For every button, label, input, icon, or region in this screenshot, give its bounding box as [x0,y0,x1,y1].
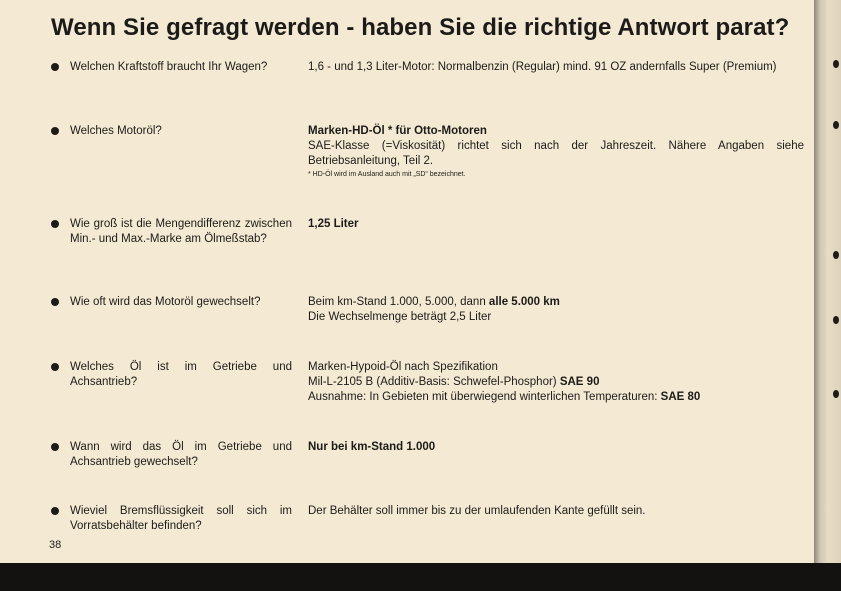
question-oil-change: Wie oft wird das Motoröl gewechselt? [70,296,261,308]
answer-brake-fluid [308,504,804,519]
question-gear-oil: Welches Öl ist im Getriebe und Achsantrieb? [70,361,292,388]
bullet-icon [833,60,839,68]
answer-footnote: * HD-Öl wird im Ausland auch mit „SD“ bezeichnet. [308,171,466,178]
answer-text: 1,6 - und 1,3 Liter-Motor: Normalbenzin (Regular) mind. 91 OZ andernfalls Super (Premium) [308,61,777,73]
answer-emphasis: SAE 80 [660,391,701,403]
answer-emphasis: SAE 90 [559,376,600,388]
bullet-icon [51,63,59,71]
answer-gear-oil-change [308,440,804,455]
bullet-icon [51,220,59,228]
answer-fuel [308,60,804,75]
question-oil-difference: Wie groß ist die Mengendifferenz zwischen Min.- und Max.-Marke am Ölmeßstab? [70,218,292,245]
bullet-icon [51,443,59,451]
bullet-icon [51,127,59,135]
question-gear-oil-change: Wann wird das Öl im Getriebe und Achsantrieb gewechselt? [70,441,292,468]
page-title: Wenn Sie gefragt werden - haben Sie die richtige Antwort parat? [51,14,790,41]
bullet-icon [51,507,59,515]
question-brake-fluid: Wieviel Bremsflüssigkeit soll sich im Vorratsbehälter befinden? [70,505,292,532]
answer-gear-oil [308,360,804,405]
answer-line [308,375,804,390]
scan-border [0,563,841,591]
bullet-icon [51,298,59,306]
answer-heading: 1,25 Liter [308,218,359,230]
answer-oil-change [308,295,804,325]
answer-line [308,390,804,405]
answer-text: Ausnahme: In Gebieten mit überwiegend winterlichen Temperaturen: [308,391,661,403]
bullet-icon [833,390,839,398]
question-fuel: Welchen Kraftstoff braucht Ihr Wagen? [70,61,268,73]
answer-heading: Nur bei km-Stand 1.000 [308,441,436,453]
answer-heading: Marken-HD-Öl * für Otto-Motoren [308,125,487,137]
answer-oil-difference [308,217,804,232]
answer-text: Beim km-Stand 1.000, 5.000, dann [308,296,489,308]
answer-engine-oil [308,124,804,181]
answer-text: SAE-Klasse (=Viskosität) richtet sich nach der Jahreszeit. Nähere Angaben siehe Betriebsanleitung, Teil 2. [308,140,804,167]
adjacent-page-edge [814,0,841,563]
answer-line [308,295,804,310]
bullet-icon [833,316,839,324]
page-number: 38 [49,539,62,551]
question-engine-oil: Welches Motoröl? [70,125,162,137]
bullet-icon [833,251,839,259]
answer-emphasis: alle 5.000 km [488,296,560,308]
answer-text: Der Behälter soll immer bis zu der umlaufenden Kante gefüllt sein. [308,505,646,517]
answer-text: Marken-Hypoid-Öl nach Spezifikation [308,361,498,373]
bullet-icon [51,363,59,371]
bullet-icon [833,121,839,129]
answer-text: Die Wechselmenge beträgt 2,5 Liter [308,311,492,323]
answer-text: Mil-L-2105 B (Additiv-Basis: Schwefel-Phosphor) [308,376,560,388]
